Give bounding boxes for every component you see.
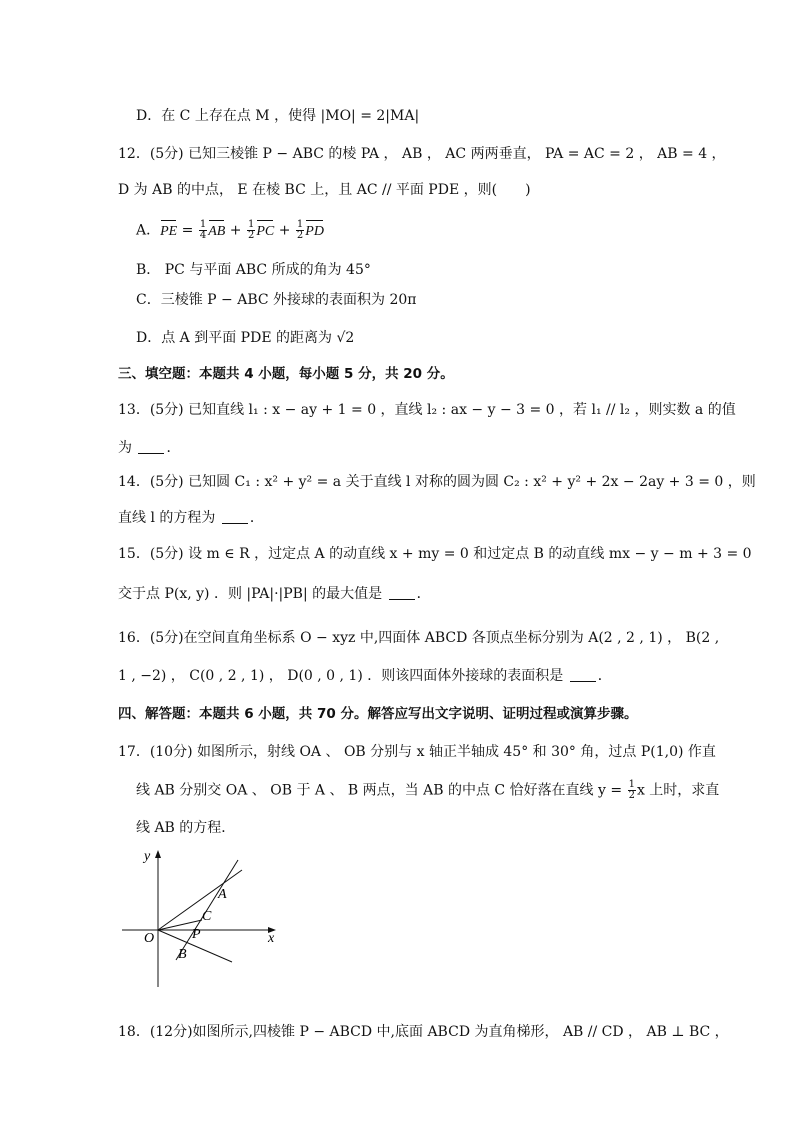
vector-pd: PD (305, 222, 324, 242)
vector-pe: PE (160, 222, 177, 242)
plus-sign-2: + (274, 222, 295, 239)
q12-option-d: D．点 A 到平面 PDE 的距离为 √2 (136, 330, 355, 346)
q18-line1: 18．(12分)如图所示,四棱锥 P − ABCD 中,底面 ABCD 为直角梯形， AB // CD ， AB ⊥ BC ， (118, 1024, 729, 1040)
q14-line1: 14．(5分) 已知圆 C₁ : x² + y² = a 关于直线 l 对称的圆为圆 C₂ : x² + y² + 2x − 2ay + 3 = 0 ，则 (118, 474, 756, 490)
q14-line2: 直线 l 的方程为 ． (118, 510, 264, 526)
answer-blank (138, 439, 164, 454)
q16-line2: 1 , −2) ， C(0 , 2 , 1) ， D(0 , 0 , 1) ．则该四面体外接球的表面积是 ． (118, 668, 612, 684)
fraction-one-half-1: $\frac{1}{2}$ (248, 219, 255, 241)
q17-line3: 线 AB 的方程． (136, 820, 236, 836)
q15-line1: 15．(5分) 设 m ∈ R ，过定点 A 的动直线 x + my = 0 和过定点 B 的动直线 mx − y − m + 3 = 0 (118, 546, 752, 562)
label-a: A (218, 887, 227, 902)
q12-option-a (136, 220, 324, 242)
vector-ab: AB (208, 222, 225, 242)
plus-sign: + (225, 222, 246, 239)
q17-line2: 线 AB 分别交 OA 、 OB 于 A 、 B 两点，当 AB 的中点 C 恰好落在直线 y = $\frac{1}{2}$ x 上时，求直 (136, 779, 720, 801)
section-3-heading: 三、填空题：本题共 4 小题，每小题 5 分，共 20 分。 (118, 366, 454, 382)
q11-option-d: D．在 C 上存在点 M ，使得 |MO| = 2|MA| (136, 108, 420, 124)
q17-figure (118, 842, 288, 992)
label-b: B (178, 947, 187, 962)
q16-line1: 16．(5分)在空间直角坐标系 O − xyz 中,四面体 ABCD 各顶点坐标分别为 A(2 , 2 , 1) ， B(2 , (118, 630, 720, 646)
y-axis-arrow (155, 850, 161, 858)
q12-stem-line2: D 为 AB 的中点， E 在棱 BC 上，且 AC // 平面 PDE ，则( ) (118, 182, 531, 198)
label-p: P (192, 927, 201, 942)
equals-sign: = (177, 222, 198, 239)
q13-line1: 13．(5分) 已知直线 l₁ : x − ay + 1 = 0 ，直线 l₂ : ax − y − 3 = 0 ，若 l₁ // l₂ ，则实数 a 的值 (118, 402, 736, 418)
label-c: C (202, 909, 212, 924)
q17-line1: 17．(10分) 如图所示，射线 OA 、 OB 分别与 x 轴正半轴成 45° 和 30° 角，过点 P(1,0) 作直 (118, 744, 716, 760)
fraction-one-half: $\frac{1}{2}$ (628, 779, 635, 801)
q13-line2: 为 ． (118, 440, 181, 456)
answer-blank (222, 509, 248, 524)
q12-option-b: B． PC 与平面 ABC 所成的角为 45° (136, 262, 371, 278)
q12-option-a-prefix: A． (136, 222, 161, 239)
q12-stem-line1: 12．(5分) 已知三棱锥 P − ABC 的棱 PA ， AB ， AC 两两垂直， PA = AC = 2 ， AB = 4 ， (118, 146, 726, 162)
answer-blank (389, 585, 415, 600)
fraction-one-quarter: $\frac{1}{4}$ (199, 219, 207, 241)
answer-blank (570, 667, 596, 682)
fraction-one-half-2: $\frac{1}{2}$ (296, 219, 304, 241)
vector-pc: PC (256, 222, 274, 242)
label-x: x (268, 931, 275, 946)
label-y: y (144, 849, 151, 864)
q12-option-c: C．三棱锥 P − ABC 外接球的表面积为 20π (136, 292, 417, 308)
label-o: O (144, 931, 155, 946)
section-4-heading: 四、解答题：本题共 6 小题，共 70 分。解答应写出文字说明、证明过程或演算步骤。 (118, 706, 638, 722)
q15-line2: 交于点 P(x, y) ．则 |PA|·|PB| 的最大值是 ． (118, 586, 431, 602)
